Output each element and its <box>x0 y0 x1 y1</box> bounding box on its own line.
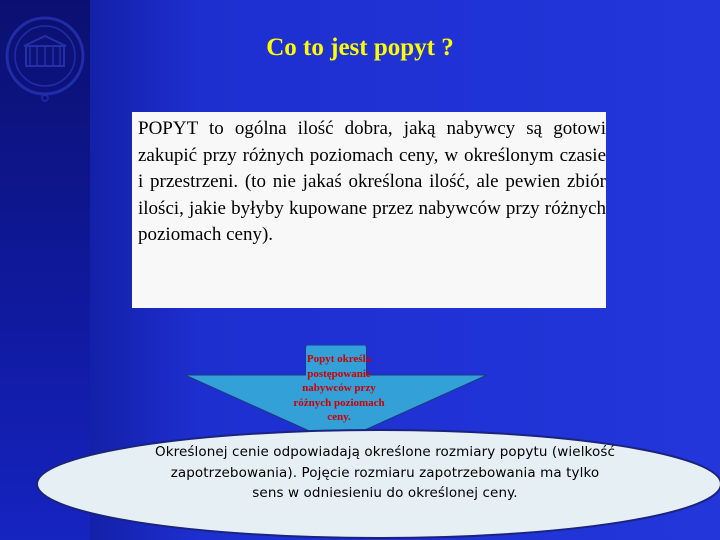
note-ellipse <box>35 428 720 540</box>
slide-title: Co to jest popyt ? <box>266 34 454 61</box>
ellipse-note-text: Określonej cenie odpowiadają określone rozmiary popytu (wielkość zapotrzebowania). Pojęcie rozmiaru zapotrzebowania ma tylko sens w odniesieniu do określonej ceny. <box>155 444 615 501</box>
arrow-callout-text: Popyt określa postępowanie nabywców przy różnych poziomach ceny. <box>293 353 385 423</box>
definition-box <box>132 112 606 308</box>
definition-text: POPYT to ogólna ilość dobra, jaką nabywcy są gotowi zakupić przy różnych poziomach ceny, w określonym czasie i przestrzeni. (to nie jakaś określona ilość, ale pewien zbiór ilości, jakie byłyby kupowane przez nabywców przy różnych poziomach ceny). <box>138 118 606 245</box>
